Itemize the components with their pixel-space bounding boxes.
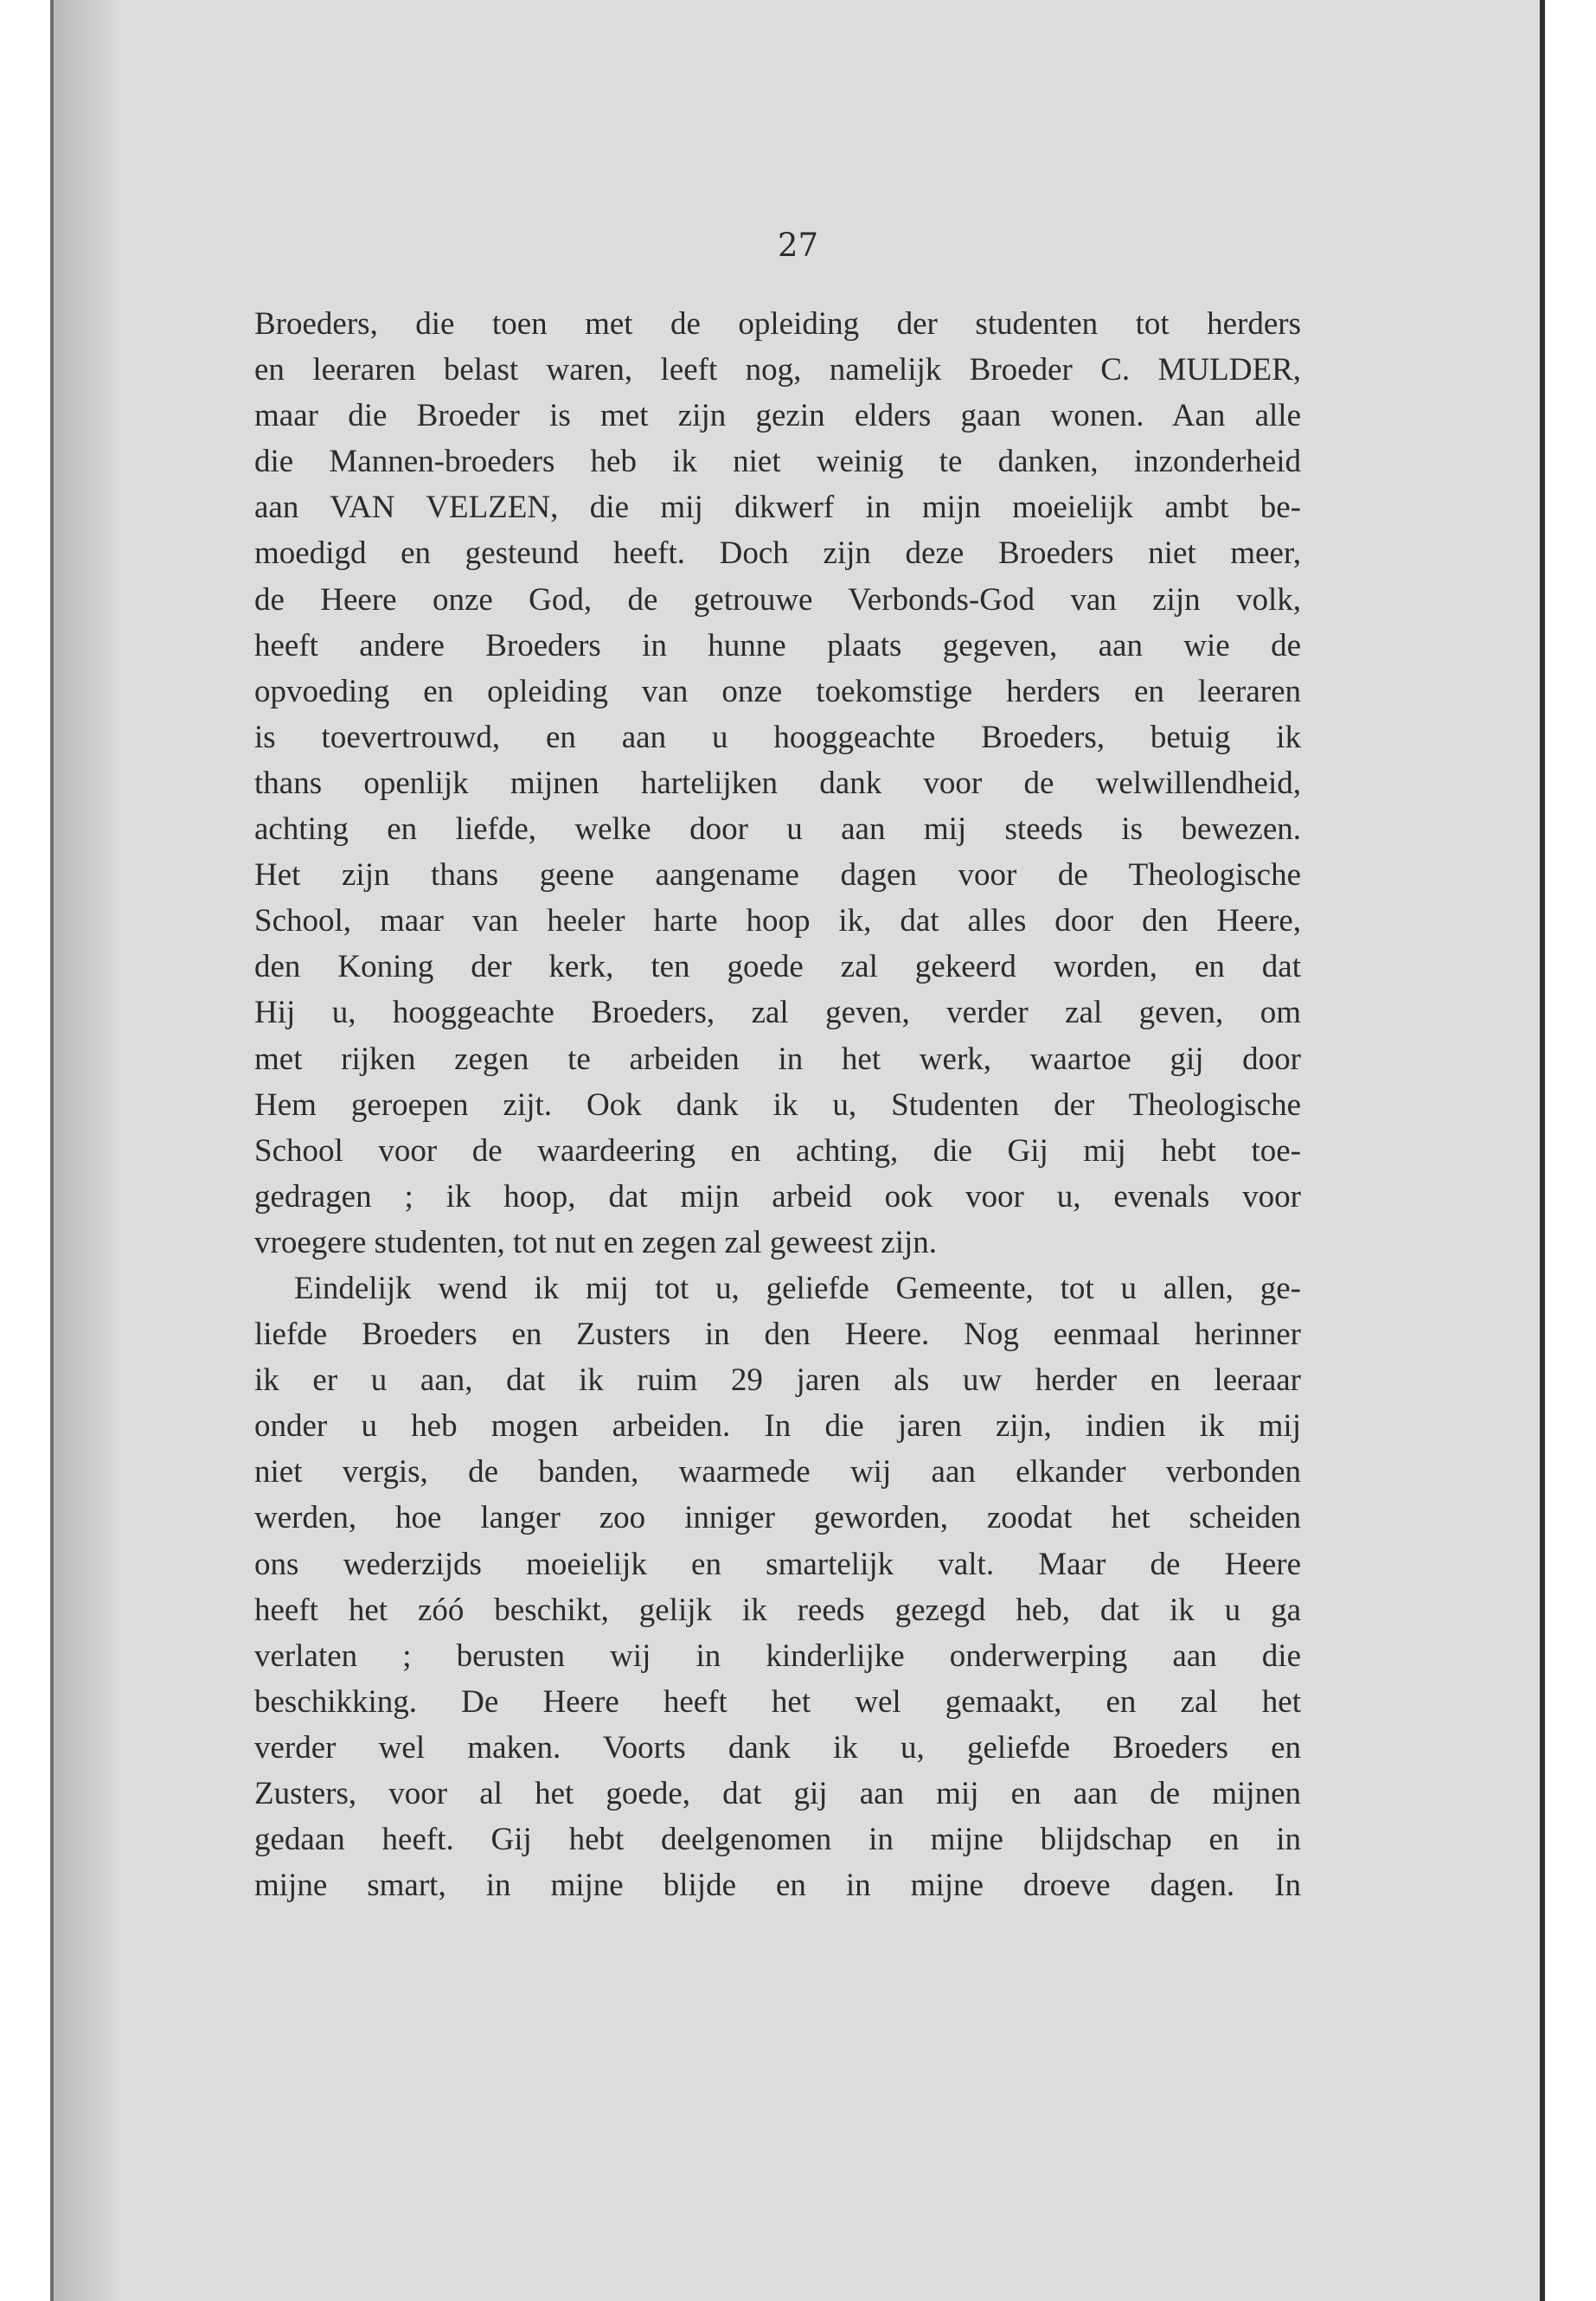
text-line: den Koning der kerk, ten goede zal gekeerd worden, en dat <box>254 949 1301 985</box>
text-line: thans openlijk mijnen hartelijken dank voor de welwillendheid, <box>254 765 1301 801</box>
text-line: achting en liefde, welke door u aan mij steeds is bewezen. <box>254 811 1301 848</box>
spine-shadow <box>54 0 123 2301</box>
text-line: onder u heb mogen arbeiden. In die jaren zijn, indien ik mij <box>254 1408 1301 1445</box>
text-line: niet vergis, de banden, waarmede wij aan elkander verbonden <box>254 1454 1301 1490</box>
text-line: beschikking. De Heere heeft het wel gemaakt, en zal het <box>254 1683 1301 1720</box>
text-line: mijne smart, in mijne blijde en in mijne droeve dagen. In <box>254 1868 1301 1904</box>
text-line: ik er u aan, dat ik ruim 29 jaren als uw herder en leeraar <box>254 1362 1301 1399</box>
text-line: de Heere onze God, de getrouwe Verbonds-God van zijn volk, <box>254 581 1301 618</box>
text-line: heeft andere Broeders in hunne plaats gegeven, aan wie de <box>254 627 1301 663</box>
text-line: werden, hoe langer zoo inniger geworden, zoodat het scheiden <box>254 1500 1301 1536</box>
scan-background-right <box>1545 0 1596 2301</box>
text-line: opvoeding en opleiding van onze toekomstige herders en leeraren <box>254 673 1301 709</box>
text-line: Hem geroepen zijt. Ook dank ik u, Studenten der Theologische <box>254 1086 1301 1123</box>
text-line: vroegere studenten, tot nut en zegen zal geweest zijn. <box>254 1224 938 1260</box>
scan-background-left <box>0 0 50 2301</box>
text-line: gedaan heeft. Gij hebt deelgenomen in mijne blijdschap en in <box>254 1822 1301 1858</box>
text-line: maar die Broeder is met zijn gezin elders gaan wonen. Aan alle <box>254 398 1301 434</box>
text-line: ons wederzijds moeielijk en smartelijk valt. Maar de Heere <box>254 1546 1301 1582</box>
text-line: verder wel maken. Voorts dank ik u, geliefde Broeders en <box>254 1729 1301 1766</box>
text-line: Hij u, hooggeachte Broeders, zal geven, verder zal geven, om <box>254 995 1301 1031</box>
text-line: moedigd en gesteund heeft. Doch zijn deze Broeders niet meer, <box>254 535 1301 572</box>
text-line: Het zijn thans geene aangename dagen voor de Theologische <box>254 857 1301 894</box>
text-line: gedragen ; ik hoop, dat mijn arbeid ook voor u, evenals voor <box>254 1178 1301 1215</box>
text-line: School voor de waardeering en achting, die Gij mij hebt toe- <box>254 1132 1301 1169</box>
text-line: liefde Broeders en Zusters in den Heere. Nog eenmaal herinner <box>254 1317 1301 1353</box>
text-line: is toevertrouwd, en aan u hooggeachte Broeders, betuig ik <box>254 719 1301 755</box>
page-number: 27 <box>777 227 819 264</box>
text-line: School, maar van heeler harte hoop ik, dat alles door den Heere, <box>254 903 1301 939</box>
text-line: en leeraren belast waren, leeft nog, namelijk Broeder C. MULDER, <box>254 352 1301 388</box>
text-line: heeft het zóó beschikt, gelijk ik reeds gezegd heb, dat ik u ga <box>254 1592 1301 1628</box>
body-text <box>254 301 1301 1908</box>
text-line: aan VAN VELZEN, die mij dikwerf in mijn moeielijk ambt be- <box>254 490 1301 526</box>
text-line: met rijken zegen te arbeiden in het werk, waartoe gij door <box>254 1041 1301 1077</box>
text-line: Broeders, die toen met de opleiding der studenten tot herders <box>254 306 1301 342</box>
text-line: verlaten ; berusten wij in kinderlijke onderwerping aan die <box>254 1638 1301 1674</box>
text-line: Zusters, voor al het goede, dat gij aan mij en aan de mijnen <box>254 1776 1301 1811</box>
text-line: die Mannen-broeders heb ik niet weinig te danken, inzonderheid <box>254 444 1301 480</box>
text-line: Eindelijk wend ik mij tot u, geliefde Gemeente, tot u allen, ge- <box>294 1270 1301 1306</box>
